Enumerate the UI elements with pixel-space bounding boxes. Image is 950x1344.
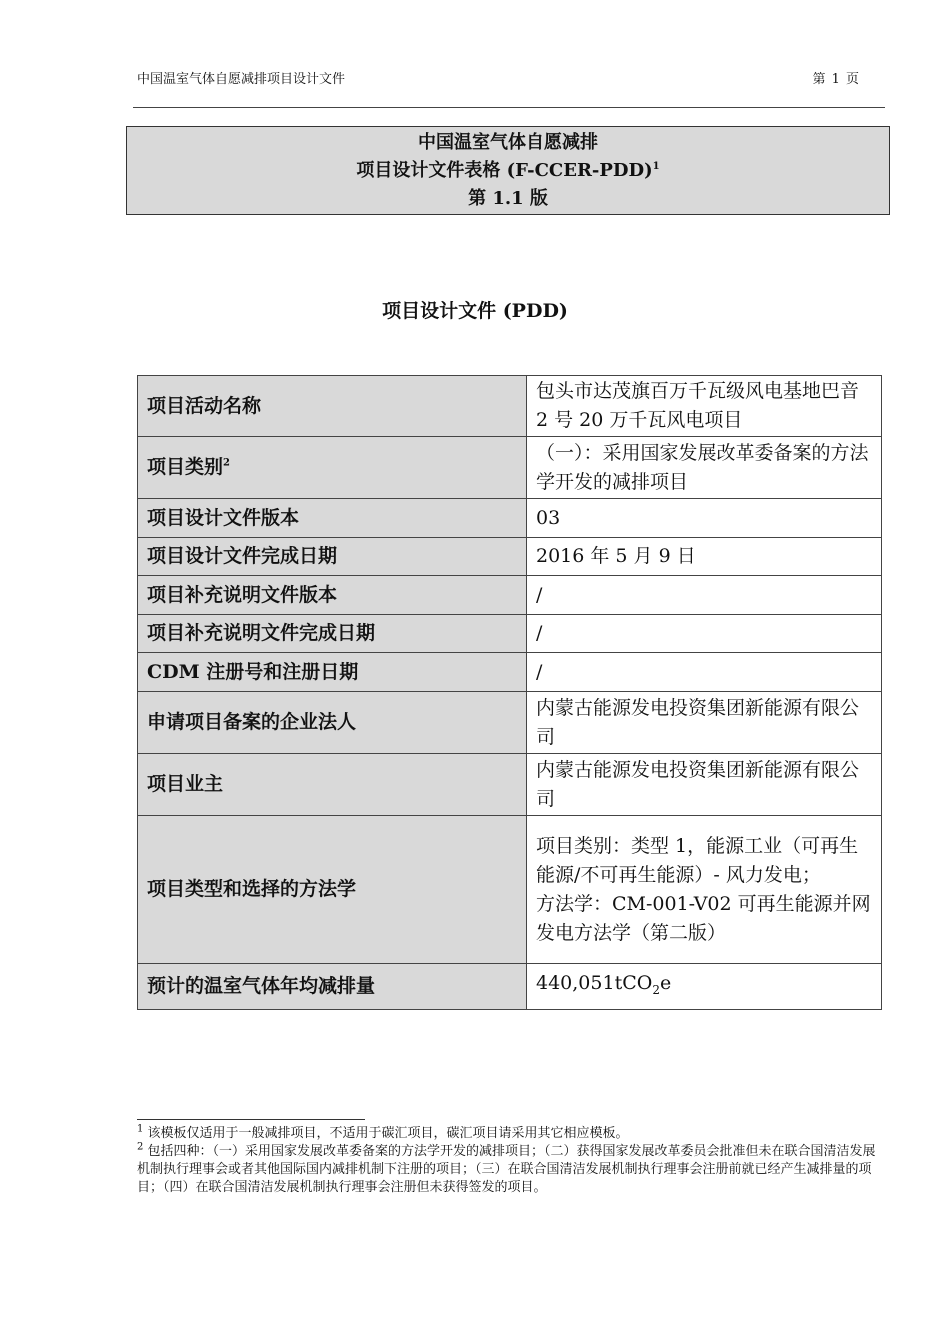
header-page-number: 第 1 页: [812, 72, 859, 87]
row-value: 2016 年 5 月 9 日: [527, 538, 882, 576]
footnote-ref-2: 2: [223, 457, 230, 469]
row-value: 03: [527, 499, 882, 538]
table-row: [138, 816, 882, 964]
header-document-title: 中国温室气体自愿减排项目设计文件: [137, 72, 346, 87]
form-title-box: [126, 126, 890, 215]
table-row: [138, 964, 882, 1010]
form-version: 第 1.1 版: [468, 188, 548, 209]
project-type-text: 项目类别：类型 1，能源工业（可再生能源/不可再生能源）- 风力发电；: [536, 834, 859, 886]
row-label: 申请项目备案的企业法人: [138, 692, 527, 754]
row-value: 包头市达茂旗百万千瓦级风电基地巴音 2 号 20 万千瓦风电项目: [527, 376, 882, 437]
row-value: （一）：采用国家发展改革委备案的方法学开发的减排项目: [527, 437, 882, 499]
footnote-divider: [137, 1119, 365, 1120]
row-label: 预计的温室气体年均减排量: [138, 964, 527, 1010]
row-value: 内蒙古能源发电投资集团新能源有限公司: [527, 692, 882, 754]
pdd-heading: 项目设计文件 (PDD): [382, 300, 568, 322]
footnote-1: $^1$ 该模板仅适用于一般减排项目，不适用于碳汇项目，碳汇项目请采用其它相应模板。: [137, 1123, 629, 1141]
table-row: [138, 538, 882, 576]
table-row: [138, 376, 882, 437]
table-row: [138, 615, 882, 653]
row-label: 项目设计文件完成日期: [138, 538, 527, 576]
row-value: [527, 816, 882, 964]
row-value: /: [527, 576, 882, 615]
table-row: [138, 437, 882, 499]
footnotes: [137, 1125, 882, 1197]
row-value: /: [527, 653, 882, 692]
footnote-2: $^2$ 包括四种：（一）采用国家发展改革委备案的方法学开发的减排项目；（二）获得国家发展改革委员会批准但未在联合国清洁发展机制执行理事会或者其他国际国内减排机制下注册的项目；（三）在联合国清洁发展机制执行理事会注册前就已经产生减排量的项目；（四）在联合国清洁发展机制执行理事会注册但未获得签发的项目。: [137, 1141, 876, 1195]
row-label: CDM 注册号和注册日期: [138, 653, 527, 692]
row-value: 440,051tCO$_2$e: [527, 964, 882, 1010]
table-row: [138, 499, 882, 538]
row-label: 项目业主: [138, 754, 527, 816]
row-label: 项目类型和选择的方法学: [138, 816, 527, 964]
footnote-ref-1: 1: [652, 161, 660, 172]
table-row: [138, 754, 882, 816]
methodology-text: 方法学：CM-001-V02 可再生能源并网发电方法学（第二版）: [536, 892, 871, 944]
table-row: [138, 576, 882, 615]
table-row: [138, 692, 882, 754]
row-label: 项目设计文件版本: [138, 499, 527, 538]
form-title-line1: 中国温室气体自愿减排: [418, 132, 598, 153]
row-label: 项目类别$^2$: [138, 437, 527, 499]
form-title-line2: 项目设计文件表格 (F-CCER-PDD)$^1$: [356, 160, 660, 181]
table-row: [138, 653, 882, 692]
project-info-table: [137, 375, 882, 1010]
row-value: 内蒙古能源发电投资集团新能源有限公司: [527, 754, 882, 816]
row-value: /: [527, 615, 882, 653]
row-label: 项目补充说明文件版本: [138, 576, 527, 615]
header-divider: [133, 107, 885, 108]
row-label: 项目补充说明文件完成日期: [138, 615, 527, 653]
row-label: 项目活动名称: [138, 376, 527, 437]
